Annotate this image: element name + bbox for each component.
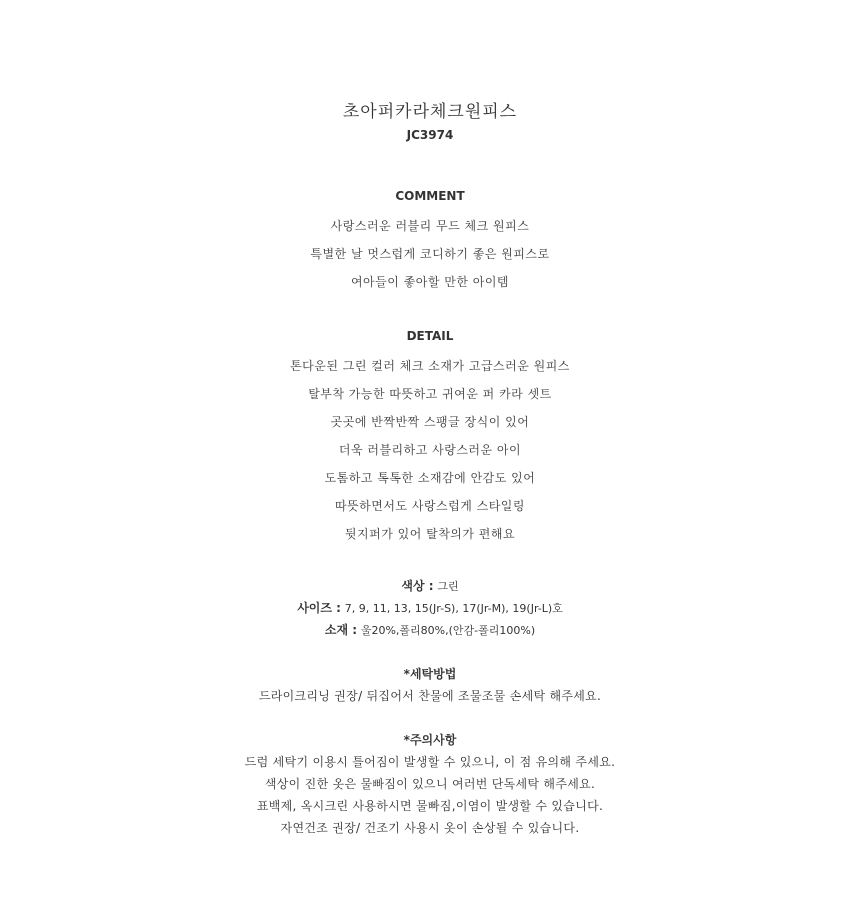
detail-line: 따뜻하면서도 사랑스럽게 스타일링 bbox=[334, 499, 525, 513]
size-value: 7, 9, 11, 13, 15(Jr-S), 17(Jr-M), 19(Jr-L)호 bbox=[344, 602, 563, 615]
detail-line: 톤다운된 그린 컬러 체크 소재가 고급스러운 원피스 bbox=[290, 359, 570, 373]
caution-line: 색상이 진한 옷은 물빠짐이 있으니 여러번 단독세탁 해주세요. bbox=[264, 777, 596, 791]
detail-line: 더욱 러블리하고 사랑스러운 아이 bbox=[338, 443, 522, 457]
washing-heading: *세탁방법 bbox=[403, 667, 457, 681]
caution-heading: *주의사항 bbox=[403, 733, 457, 747]
material-label: 소재 : bbox=[324, 623, 358, 637]
caution-line: 자연건조 권장/ 건조기 사용시 옷이 손상될 수 있습니다. bbox=[280, 821, 580, 835]
size-spec bbox=[0, 599, 860, 616]
product-title: 초아퍼카라체크원피스 bbox=[342, 102, 518, 122]
material-spec bbox=[0, 621, 860, 638]
comment-line: 특별한 날 멋스럽게 코디하기 좋은 원피스로 bbox=[310, 247, 550, 261]
caution-line: 표백제, 옥시크린 사용하시면 물빠짐,이염이 발생할 수 있습니다. bbox=[256, 799, 604, 813]
product-code: JC3974 bbox=[406, 128, 454, 142]
material-value: 울20%,폴리80%,(안감-폴리100%) bbox=[360, 624, 536, 637]
comment-heading: COMMENT bbox=[395, 189, 465, 203]
comment-line: 여아들이 좋아할 만한 아이템 bbox=[350, 275, 510, 289]
detail-line: 탈부착 가능한 따뜻하고 귀여운 퍼 카라 셋트 bbox=[308, 387, 552, 401]
detail-line: 뒷지퍼가 있어 탈착의가 편해요 bbox=[344, 527, 516, 541]
size-label: 사이즈 : bbox=[297, 601, 341, 615]
detail-line: 도톰하고 톡톡한 소재감에 안감도 있어 bbox=[324, 471, 536, 485]
detail-heading: DETAIL bbox=[406, 329, 454, 343]
color-value: 그린 bbox=[437, 580, 459, 593]
comment-line: 사랑스러운 러블리 무드 체크 원피스 bbox=[330, 219, 530, 233]
color-spec bbox=[0, 577, 860, 594]
washing-text: 드라이크리닝 권장/ 뒤집어서 찬물에 조물조물 손세탁 해주세요. bbox=[258, 689, 602, 703]
color-label: 색상 : bbox=[401, 579, 434, 593]
caution-line: 드럼 세탁기 이용시 틀어짐이 발생할 수 있으니, 이 점 유의해 주세요. bbox=[244, 755, 616, 769]
detail-line: 곳곳에 반짝반짝 스팽글 장식이 있어 bbox=[330, 415, 530, 429]
